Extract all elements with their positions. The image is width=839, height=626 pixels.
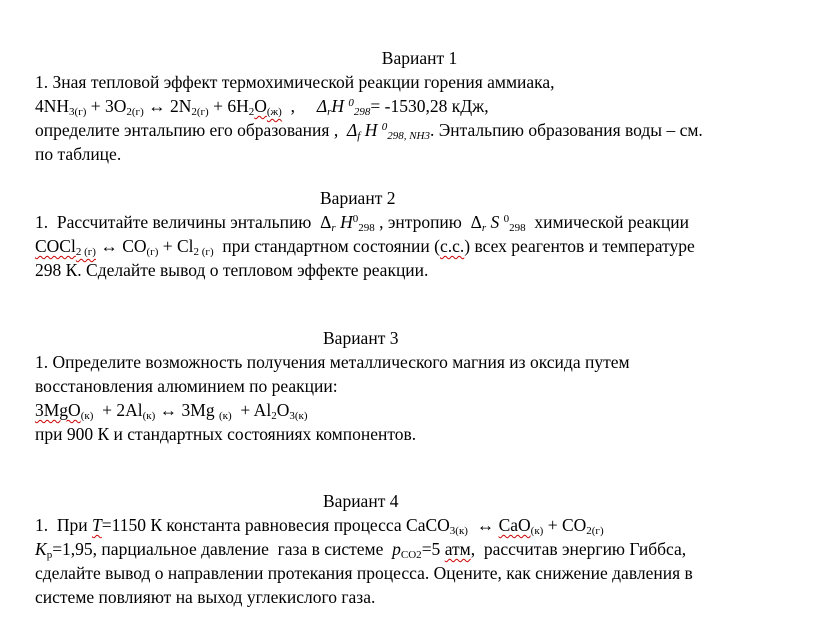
- eq-subscript: (к): [80, 410, 94, 422]
- eq-text: O: [276, 400, 290, 420]
- variant-4-line-3: сделайте вывод о направлении протекания процесса. Оцените, как снижение давления в: [35, 563, 693, 583]
- variant-2-title: Вариант 2: [320, 188, 396, 208]
- delta-symbol: Δ: [470, 212, 482, 232]
- eq-subscript: 298: [358, 222, 375, 234]
- variant-2-line-1: [35, 211, 689, 233]
- eq-text: 3MgO: [35, 400, 81, 420]
- eq-subscript: 298: [509, 222, 526, 234]
- eq-text: ↔ 3Mg: [155, 400, 219, 420]
- eq-text: O: [254, 96, 267, 116]
- text: . Энтальпию образования воды – см.: [429, 120, 703, 140]
- text: 1. Рассчитайте величины энтальпию: [35, 212, 321, 232]
- eq-subscript: CO2: [400, 549, 422, 561]
- variant-3-equation: [35, 399, 308, 421]
- eq-subscript: r: [327, 106, 332, 118]
- text: , рассчитав энергию Гиббса,: [470, 539, 687, 559]
- eq-subscript: f: [357, 130, 361, 142]
- constant-symbol: K: [35, 539, 47, 559]
- eq-superscript: 0: [503, 213, 510, 225]
- variant-4-line-2: [35, 538, 686, 560]
- eq-subscript: r: [481, 222, 487, 234]
- eq-text: + 2Al: [93, 400, 143, 420]
- eq-superscript: 0: [348, 97, 354, 109]
- enthalpy-symbol: H: [335, 212, 353, 232]
- eq-subscript: 3(к): [449, 525, 468, 537]
- variant-2-equation: [35, 235, 695, 257]
- variant-3-line-4: при 900 К и стандартных состояниях компонентов.: [35, 424, 417, 444]
- variant-3-line-1: 1. Определите возможность получения металлического магния из оксида путем: [35, 352, 630, 372]
- eq-text: СаО: [498, 515, 531, 535]
- eq-subscript: 2(г): [126, 106, 144, 118]
- eq-subscript: 2 (г): [75, 246, 96, 258]
- eq-subscript: (к): [530, 525, 544, 537]
- eq-text: + Cl: [158, 236, 194, 256]
- eq-superscript: 0: [381, 121, 388, 133]
- variant-1-line-1: 1. Зная тепловой эффект термохимической реакции горения аммиака,: [35, 72, 555, 92]
- eq-subscript: 3(к): [289, 410, 308, 422]
- text: с.с.: [439, 236, 465, 256]
- enthalpy-value: = -1530,28 кДж,: [370, 96, 489, 116]
- eq-subscript: 2: [271, 410, 277, 422]
- enthalpy-symbol: H: [331, 96, 349, 116]
- eq-text: ↔: [467, 515, 499, 535]
- temperature-symbol: Т: [92, 515, 102, 535]
- text: , энтропию: [374, 212, 471, 232]
- eq-text: ↔ CO: [95, 236, 147, 256]
- eq-subscript: p: [46, 549, 53, 561]
- eq-subscript: (к): [142, 410, 156, 422]
- eq-text: + 3O: [86, 96, 127, 116]
- enthalpy-symbol: H: [360, 120, 382, 140]
- delta-symbol: Δ: [320, 212, 332, 232]
- eq-text: + СО: [543, 515, 587, 535]
- eq-subscript: (г): [146, 246, 159, 258]
- eq-subscript: r: [331, 222, 336, 234]
- variant-4-line-1: [35, 514, 604, 536]
- text: =1150 К константа равновесия процесса СаСО: [101, 515, 450, 535]
- eq-text: COCl: [35, 236, 76, 256]
- eq-subscript: (ж): [266, 106, 282, 118]
- eq-text: ,: [281, 96, 317, 116]
- eq-subscript: 2: [248, 106, 255, 118]
- variant-4-line-4: системе повлияют на выход углекислого газа.: [35, 587, 376, 607]
- text: =5: [421, 539, 445, 559]
- eq-subscript: 3(г): [69, 106, 87, 118]
- text: химической реакции: [525, 212, 689, 232]
- text: 1. При: [35, 515, 93, 535]
- variant-1-line-3: [35, 119, 703, 141]
- eq-text: ↔ 2N: [143, 96, 192, 116]
- text: атм: [444, 539, 471, 559]
- delta-symbol: Δ: [346, 120, 358, 140]
- entropy-symbol: S: [486, 212, 504, 232]
- text: =1,95, парциальное давление газа в системе: [52, 539, 393, 559]
- eq-subscript: (к): [218, 410, 232, 422]
- eq-subscript: 2(г): [586, 525, 604, 537]
- pressure-symbol: p: [392, 539, 401, 559]
- eq-subscript: 2 (г): [193, 246, 214, 258]
- variant-1-line-4: по таблице.: [35, 144, 122, 164]
- eq-text: 4NH: [35, 96, 70, 116]
- variant-1-title: Вариант 1: [381, 48, 458, 68]
- variant-2-line-3: 298 К. Сделайте вывод о тепловом эффекте реакции.: [35, 260, 429, 280]
- eq-text: + 6H: [208, 96, 249, 116]
- variant-1-equation: [35, 95, 489, 117]
- eq-subscript: 298: [353, 106, 371, 118]
- eq-text: + Al: [231, 400, 272, 420]
- text: определите энтальпию его образования ,: [35, 120, 347, 140]
- delta-symbol: Δ: [316, 96, 328, 116]
- eq-superscript: 0: [352, 213, 359, 225]
- eq-subscript: 298, NH3: [387, 130, 430, 142]
- variant-3-title: Вариант 3: [323, 328, 399, 348]
- text: при стандартном состоянии (: [213, 236, 440, 256]
- variant-3-line-2: восстановления алюминием по реакции:: [35, 376, 338, 396]
- variant-4-title: Вариант 4: [323, 491, 399, 511]
- text: ) всех реагентов и температуре: [464, 236, 695, 256]
- eq-subscript: 2(г): [191, 106, 209, 118]
